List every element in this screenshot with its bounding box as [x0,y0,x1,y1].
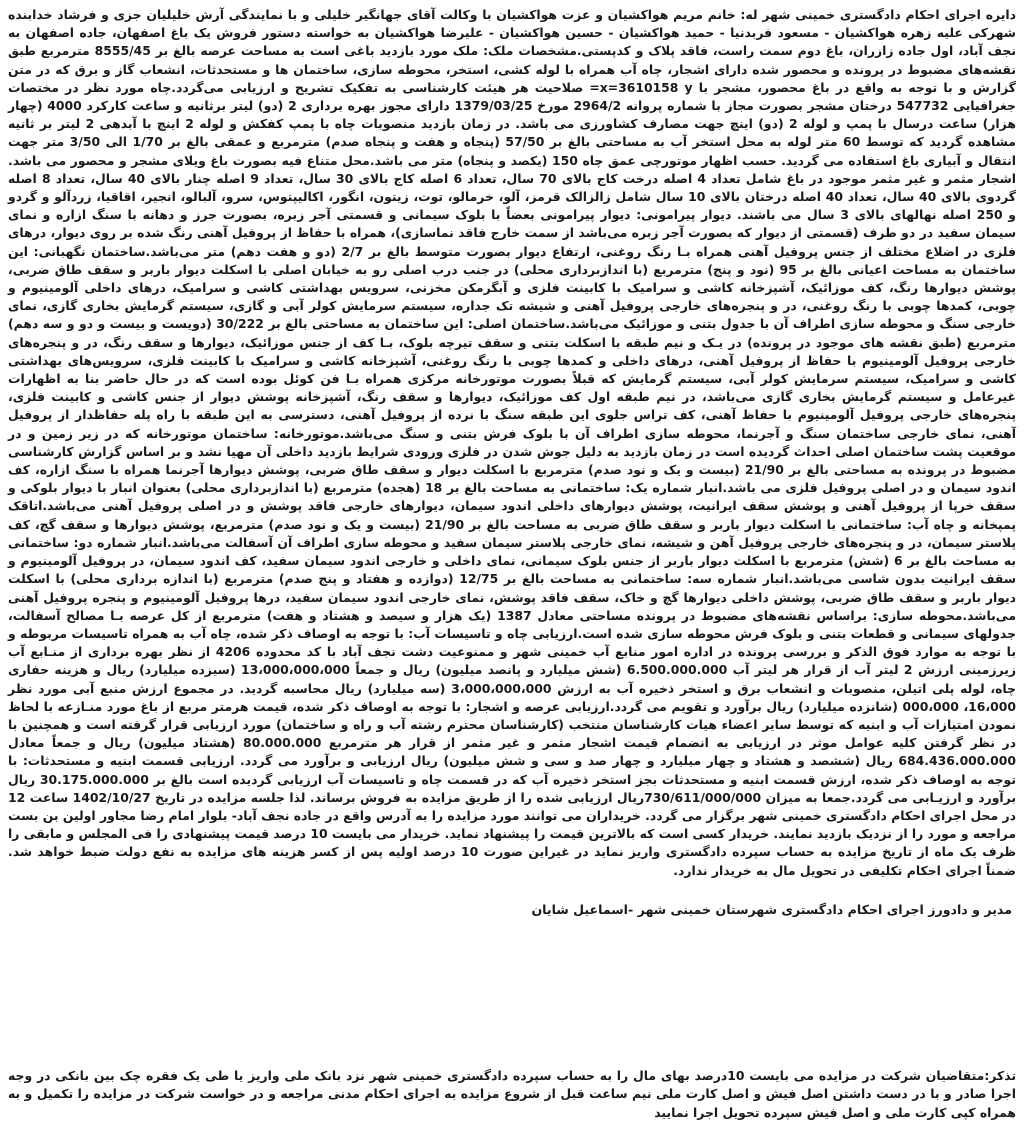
auction-notice-page [6,6,1018,1122]
notice-body: دایره اجرای احکام دادگستری خمینی شهر له: خانم مریم هواکشیان و عزت هواکشیان با وکالت آقای جهانگیر خلیلی و با نمایندگی آرش خلیلیان جزی و فرشاد خدابنده شهرکی علیه زهره هواکشیان - مسعود فربدنیا - حمید هواکشیان - حسین هواکشیان - علیرضا هواکشیان به خواسته دستور فروش یک باغ اصفهان، جاده اصفهان به نجف آباد، اول جاده زازران، باغ دوم سمت راست، فاقد پلاک و کدپستی.مشخصات ملک: ملک مورد بازدید باغی است به مساحت عرصه بالغ بر 8555/45 مترمربع طبق نقشه‌های مضبوط در پرونده و محصور شده دارای اشجار، چاه آب همراه با لوله کشی، استخر، محوطه سازی، ساختمان ها و مستحدثات، انشعاب گاز و برق که در متن گزارش و با توجه به واقع در باغ محصور، مشجر با x=3610158 y= صلاحیت هر هیئت کارشناسی به تفکیک تشریح و ارزیابی می‌گردد.چاه مورد نظر در مختصات جغرافیایی 547732 درختان مشجر بصورت مجاز با شماره پروانه 2964/2 مورخ 1379/03/25 دارای مجوز بهره برداری 2 (دو) لیتر برثانیه و ساعت کارکرد 4000 (چهار هزار) ساعت درسال با پمپ و لوله 2 (دو) اینچ جهت مصارف کشاورزی می باشد. در زمان بازدید منصوبات چاه با پمپ کفکش و لوله 2 اینچ با آبدهی 2 لیتر بر ثانیه مشاهده گردید که توسط 60 متر لوله به محل استخر آب به مساحتی بالغ بر 57/50 (پنجاه و هفت و پنجاه صدم) مترمربع و عمقی بالغ بر 1/70 الی 3/50 متر جهت انتقال و آبیاری باغ استفاده می گردید. حسب اظهار موتورچی عمق چاه 150 (یکصد و پنجاه) متر می باشد.محل متناع فیه بصورت باغ ویلای مشجر و محصور می باشد. اشجار مثمر و غیر مثمر موجود در باغ شامل تعداد 4 اصله درخت کاج بالای 70 سال، تعداد 6 اصله کاج بالای 30 سال، تعداد 9 اصله چنار بالای 40 سال، تعداد 8 اصله گردوی بالای 40 سال، تعداد 40 اصله درختان بالای 10 سال شامل زالزالک قرمز، آلو، خرمالو، توت، زیتون، انگور، اکالیپتوس، سرو، آلبالو، انجیر، اقاقیا، زردآلو و گردو و 250 اصله نهالهای بالای 3 سال می باشند. دیوار پیرامونی: دیوار پیرامونی بعضاً با بلوک سیمانی و قسمتی آجر زبره، بصورت جرز و دهانه با سنگ ازاره و نمای سیمان سفید در دو طرف (قسمتی از دیوار که بصورت آجر زبره می‌باشد از سمت خارج فاقد نماسازی)، همراه با حفاظ از پروفیل آهنی رنگ شده بر روی دیوار، درهای فلزی در اضلاع مختلف از جنس پروفیل آهنی همراه بـا رنگ روغنی، ارتفاع دیوار بصورت متوسط بالغ بر 2/7 (دو و هفت دهم) متر می‌باشد.ساختمان نگهبانی: این ساختمان به مساحت اعیانی بالغ بر 95 (نود و پنج) مترمربع (با اندازبرداری محلی) در جنب درب اصلی رو به خیابان اصلی با اسکلت دیوار باربر و سقف طاق ضربی، پوشش دیوارها رنگ، کف موزائیک، آشپزخانه کاشی و سرامیک با کابینت فلزی و آبگرمکن مخزنی، سرویس بهداشتی کاشی و سرامیک، درهای داخلی آلومینیوم و چوبی، کمدها چوبی با رنگ روغنی، در و پنجره‌های خارجی پروفیل آهنی و شیشه تک جداره، سیستم سرمایش کولر آبی و گازی، سیستم گرمایش بخاری گازی، نمای خارجی سنگ و محوطه سازی اطراف آن با جدول بتنی و موزائیک می‌باشد.ساختمان اصلی: این ساختمان به مساحتی بالغ بر 30/222 (دویست و بیست و دو و سه دهم) مترمربع (طبق نقشه های موجود در پرونده) در یـک و نیم طبقه با اسکلت بتنی و سقف تیرچه بلوک، بـا کف از جنس موزائیک، دیوارها و سقف رنگ، در و پنجره‌های خارجی پروفیل آلومینیوم با حفاظ از پروفیل آهنی، درهای داخلی و کمدها چوبی با رنگ روغنی، آشپزخانه کاشی و سرامیک با کابینت فلزی، سرویس‌های بهداشتی کاشی و سرامیک، سیستم سرمایش کولر آبی، سیستم گرمایش که قبلاً بصورت موتورخانه مرکزی همراه بـا فن کوئل بوده است که در حال حاضر بنا به اظهارات غیرعامل و سیستم گرمایش بخاری گازی می‌باشد، در نیم طبقه اول کف موزائیک، دیوارها و سقف رنگ، آشپزخانه پوشش دیوار از جنس کاشی و کابینت فلزی، پنجره‌های خارجی پروفیل آلومینیوم با حفاظ آهنی، کف تراس جلوی این طبقه سنگ با نرده از پروفیل آهنی، دسترسی به این طبقه با راه پله حفاظدار از پروفیل آهنی، نمای خارجی ساختمان سنگ و آجرنما، محوطه سازی اطراف آن با بلوک فرش بتنی و سنگ می‌باشد.موتورخانه: ساختمان موتورخانه که در زیر زمین و در موقعیت پشت ساختمان اصلی احداث گردیده است در زمان بازدید به دلیل جوش شدن در فلزی ورودی شرایط بازدید داخلی آن مهیا نشد و بر اساس گزارش کارشناسی مضبوط در پرونده به مساحتی بالغ بر 21/90 (بیست و یک و نود صدم) مترمربع با اسکلت دیوار و سقف طاق ضربی، پوشش دیوارها آجرنما همراه با سنگ ازاره، کف اندود سیمان و در اصلی پروفیل فلزی می باشد.انبار شماره یک: ساختمانی به مساحت بالغ بر 18 (هجده) مترمربع (با اندازبرداری محلی) بعنوان انبار با دیوار بلوکی و سقف خرپا از پروفیل آهنی و پوشش سقف ایرانیت، پوشش دیوارهای داخلی اندود سیمان، دیوارهای خارجی فاقد پوشش و در اصلی پروفیل آهنی می‌باشد.اتاقک پمپخانه و چاه آب: ساختمانی با اسکلت دیوار باربر و سقف طاق ضربی به مساحت بالغ بر 21/90 (بیست و یک و نود صدم) مترمربع، پوشش دیوارها و سقف گچ، کف پلاستر سیمان، در و پنجره‌های خارجی پروفیل آهن و شیشه، نمای خارجی پلاستر سیمان سفید و محوطه سازی اطراف آن آسفالت می‌باشد.انبار شماره دو: ساختمانی به مساحت بالغ بر 6 (شش) مترمربع با اسکلت دیوار باربر از جنس بلوک سیمانی، نمای داخلی و خارجی اندود سیمان سفید، کف اندود سیمان، در پروفیل آلومینیوم و سقف ایرانیت بدون شاسی می‌باشد.انبار شماره سه: ساختمانی به مساحت بالغ بر 12/75 (دوازده و هفتاد و پنج صدم) مترمربع (با اندازه برداری محلی) با اسکلت دیوار باربر و سقف طاق ضربی، پوشش داخلی دیوارها گچ و خاک، سقف فاقد پوشش، نمای خارجی اندود سیمان سفید، درها پروفیل آلومینیوم و پنجره پروفیل آهنی می‌باشد.محوطه سازی: براساس نقشه‌های مضبوط در پرونده مساحتی معادل 1387 (یک هزار و سیصد و هشتاد و هفت) مترمربع از کل عرصه بـا مصالح آسفالت، جدولهای سیمانی و قطعات بتنی و بلوک فرش محوطه سازی شده است.ارزیابی چاه و تاسیسات آب: با توجه به اوصاف ذکر شده، چاه آب به همراه تاسیسات مربوطه و با توجه به موارد فوق الذکر و بررسی پرونده در اداره امور منابع آب خمینی شهر و ممنوعیت دشت نجف آباد با کد محدوده 4206 از نظر بهره برداری از منـابع آب زیرزمینی ارزش 2 لیتر آب از قرار هر لیتر آب 6.500.000.000 (شش میلیارد و پانصد میلیون) ریال و جمعاً 13،000،000،000 (سیزده میلیارد) ریال و هزینه حفاری چاه، لوله پلی اتیلن، منصوبات و انشعاب برق و استخر ذخیره آب به ارزش 3،000،000،000 (سه میلیارد) ریال محاسبه گردید. در مجموع ارزش منبع آبی مورد نظر 16،000، 000،000 (شانزده میلیارد) ریال برآورد و تقویم می گردد.ارزیابی عرصه و اشجار: با توجه به اوصاف ذکر شده، قیمت هرمتر مربع از باغ مورد منـازعه با لحاظ نمودن امتیازات آب و ابنیه که توسط سایر اعضاء هیات کارشناسان منتخب (کارشناسان محترم رشته آب و راه و ساختمان) مورد ارزیابی قرار گرفته است و همچنین با در نظر گرفتن کلیه عوامل موثر در ارزیابی به انضمام قیمت اشجار مثمر و غیر مثمر از قرار هر مترمربع 80.000.000 (هشتاد میلیون) ریال و جمعاً معادل 684.436.000.000 ریال (ششصد و هشتاد و چهار میلیارد و چهار صد و سی و شش میلیون) ریال ارزیابی و برآورد می گردد. ارزیابی قسمت ابنیه و مستحدثات: با توجه به اوصاف ذکر شده، ارزش قسمت ابنیه و مستحدثات بجز استخر ذخیره آب که در قسمت چاه و تاسیسات آب ارزیابی گردیده است بالغ بر 30.175.000.000 ریال برآورد و ارزیـابی می گردد.جمعا به میزان 730/611/000/000ریال ارزیابی شده را از طریق مزایده به فروش برساند. لذا جلسه مزایده در تاریخ 1402/10/27 ساعت 12 در محل اجرای احکام دادگستری خمینی شهر برگزار می گردد. خریداران می توانند مورد مزایده را به آدرس واقع در جاده نجف آباد- بلوار امام رضا مجاور اولین بن بست مراجعه و مورد را از نزدیک بازدید نمایند. خریدار کسی است که بالاترین قیمت را پیشنهاد نماید. خریدار می بایست 10 درصد قیمت پیشنهادی را فی المجلس و مابقی را ظرف یک ماه از تاریخ مزایده به حساب سپرده دادگستری واریز نماید در غیراین صورت 10 درصد اولیه پس از کسر هزینه های مزایده به نفع دولت ضبط خواهد شد. ضمناً اجرای احکام تکلیفی در تحویل مال به خریدار ندارد. [8,7,1017,878]
note-paragraph: تذکر:متقاضیان شرکت در مزایده می بایست 10درصد بهای مال را به حساب سپرده دادگستری خمینی شهر نزد بانک ملی واریز یا طی یک فقره چک بین بانکی در وجه اجرا صادر و با در دست داشتن اصل فیش و اصل کارت ملی نیم ساعت قبل از شروع مزایده به اجرای احکام مدنی مراجعه و در خواست شرکت در مزایده را تکمیل و به همراه کپی کارت ملی و اصل فیش سپرده تحویل اجرا نمایید [8,1067,1017,1120]
signature-line: مدیر و دادورز اجرای احکام دادگستری شهرستان خمینی شهر -اسماعیل شایان [531,901,1012,917]
